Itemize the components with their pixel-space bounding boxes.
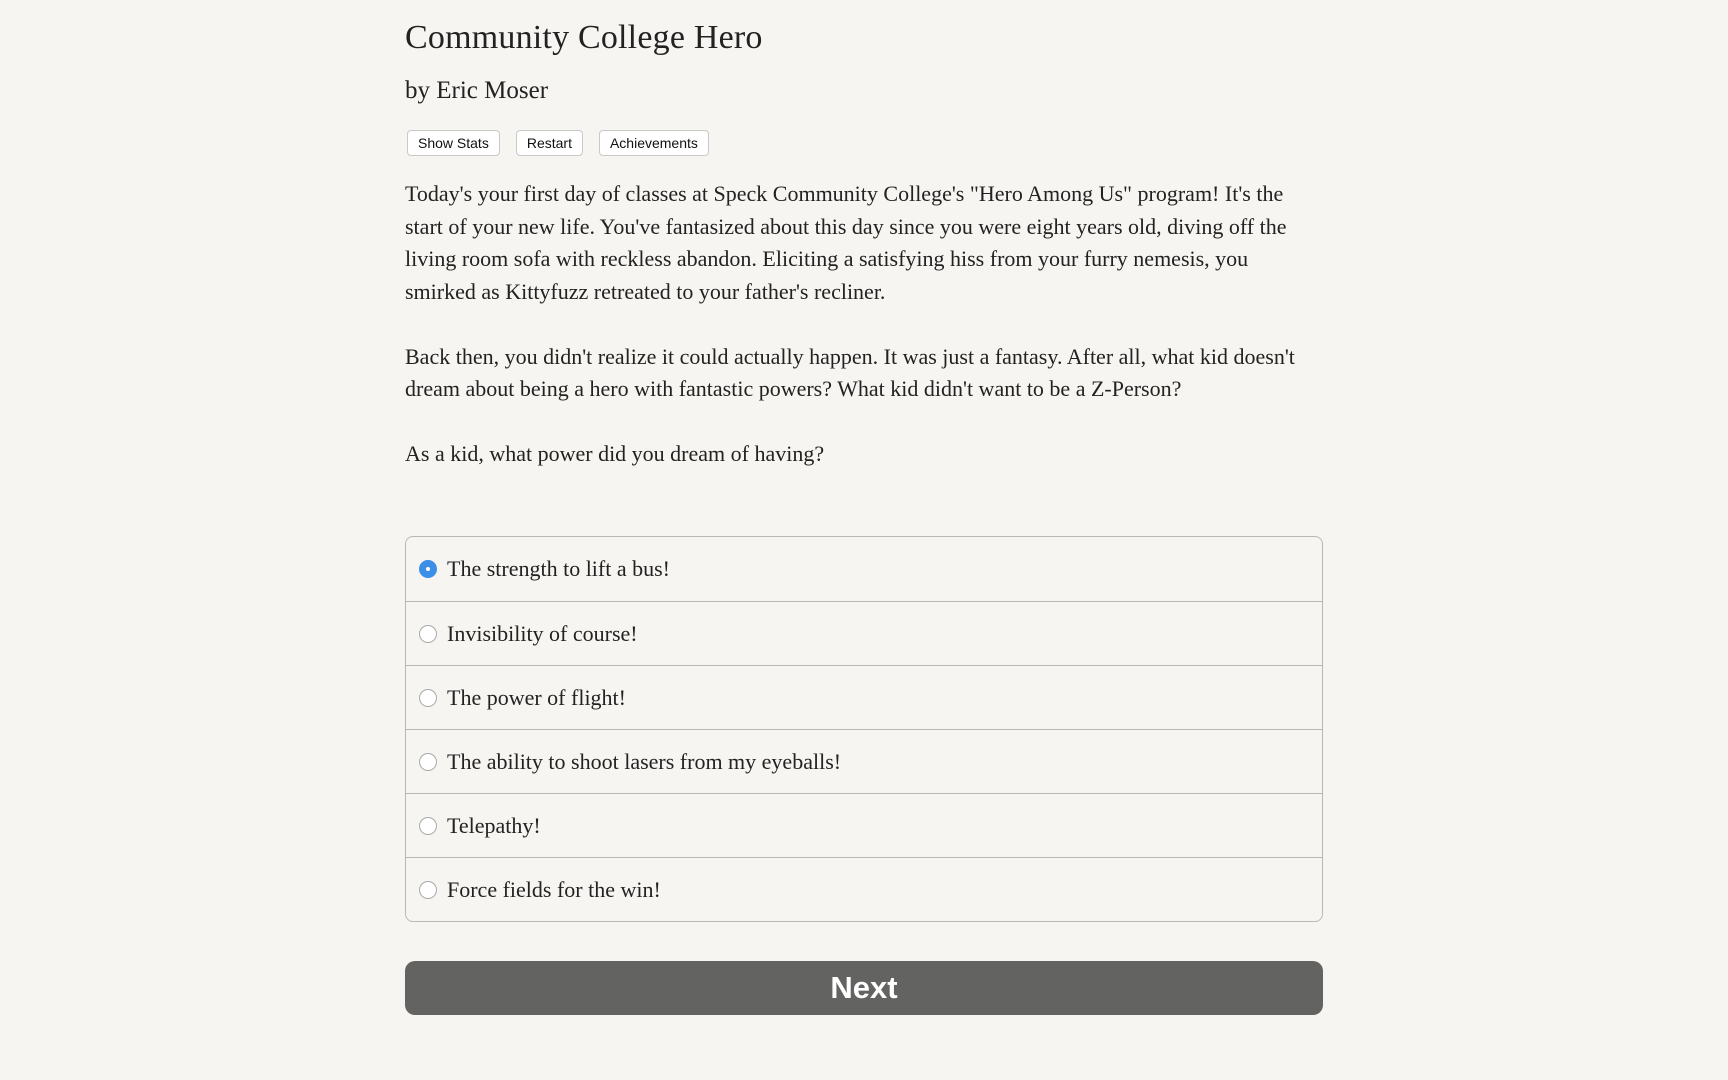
show-stats-button[interactable]: Show Stats — [407, 130, 500, 156]
radio-button[interactable] — [419, 625, 437, 643]
restart-button[interactable]: Restart — [516, 130, 583, 156]
choice-option[interactable] — [406, 665, 1322, 729]
choice-label: Force fields for the win! — [447, 876, 661, 902]
story-paragraph: Back then, you didn't realize it could actually happen. It was just a fantasy. After all, what kid doesn't dream about being a hero with fantastic powers? What kid didn't want to be a Z-Person? — [405, 343, 1295, 401]
story-paragraph: Today's your first day of classes at Speck Community College's "Hero Among Us" program! It's the start of your new life. You've fantasized about this day since you were eight years old, diving off the living room sofa with reckless abandon. Eliciting a satisfying hiss from your furry nemesis, you smirked as Kittyfuzz retreated to your father's recliner. — [405, 181, 1287, 304]
choice-label: The ability to shoot lasers from my eyeballs! — [447, 748, 842, 774]
choice-label: Telepathy! — [447, 812, 541, 838]
choice-label: Invisibility of course! — [447, 620, 638, 646]
choice-label: The power of flight! — [447, 684, 626, 710]
radio-button[interactable] — [419, 817, 437, 835]
game-title: Community College Hero — [405, 19, 763, 56]
choice-option[interactable] — [406, 857, 1322, 921]
toolbar — [407, 130, 709, 156]
choice-option[interactable] — [406, 729, 1322, 793]
next-button[interactable]: Next — [405, 961, 1323, 1015]
choice-option[interactable] — [406, 601, 1322, 665]
choice-option[interactable] — [406, 537, 1322, 601]
radio-button[interactable] — [419, 689, 437, 707]
game-author: by Eric Moser — [405, 77, 549, 104]
radio-button[interactable] — [419, 560, 437, 578]
choice-option[interactable] — [406, 793, 1322, 857]
radio-button[interactable] — [419, 753, 437, 771]
choice-list — [405, 536, 1323, 922]
radio-button[interactable] — [419, 881, 437, 899]
story-text — [405, 178, 1323, 503]
story-question: As a kid, what power did you dream of having? — [405, 441, 825, 466]
choice-label: The strength to lift a bus! — [447, 556, 671, 581]
achievements-button[interactable]: Achievements — [599, 130, 709, 156]
